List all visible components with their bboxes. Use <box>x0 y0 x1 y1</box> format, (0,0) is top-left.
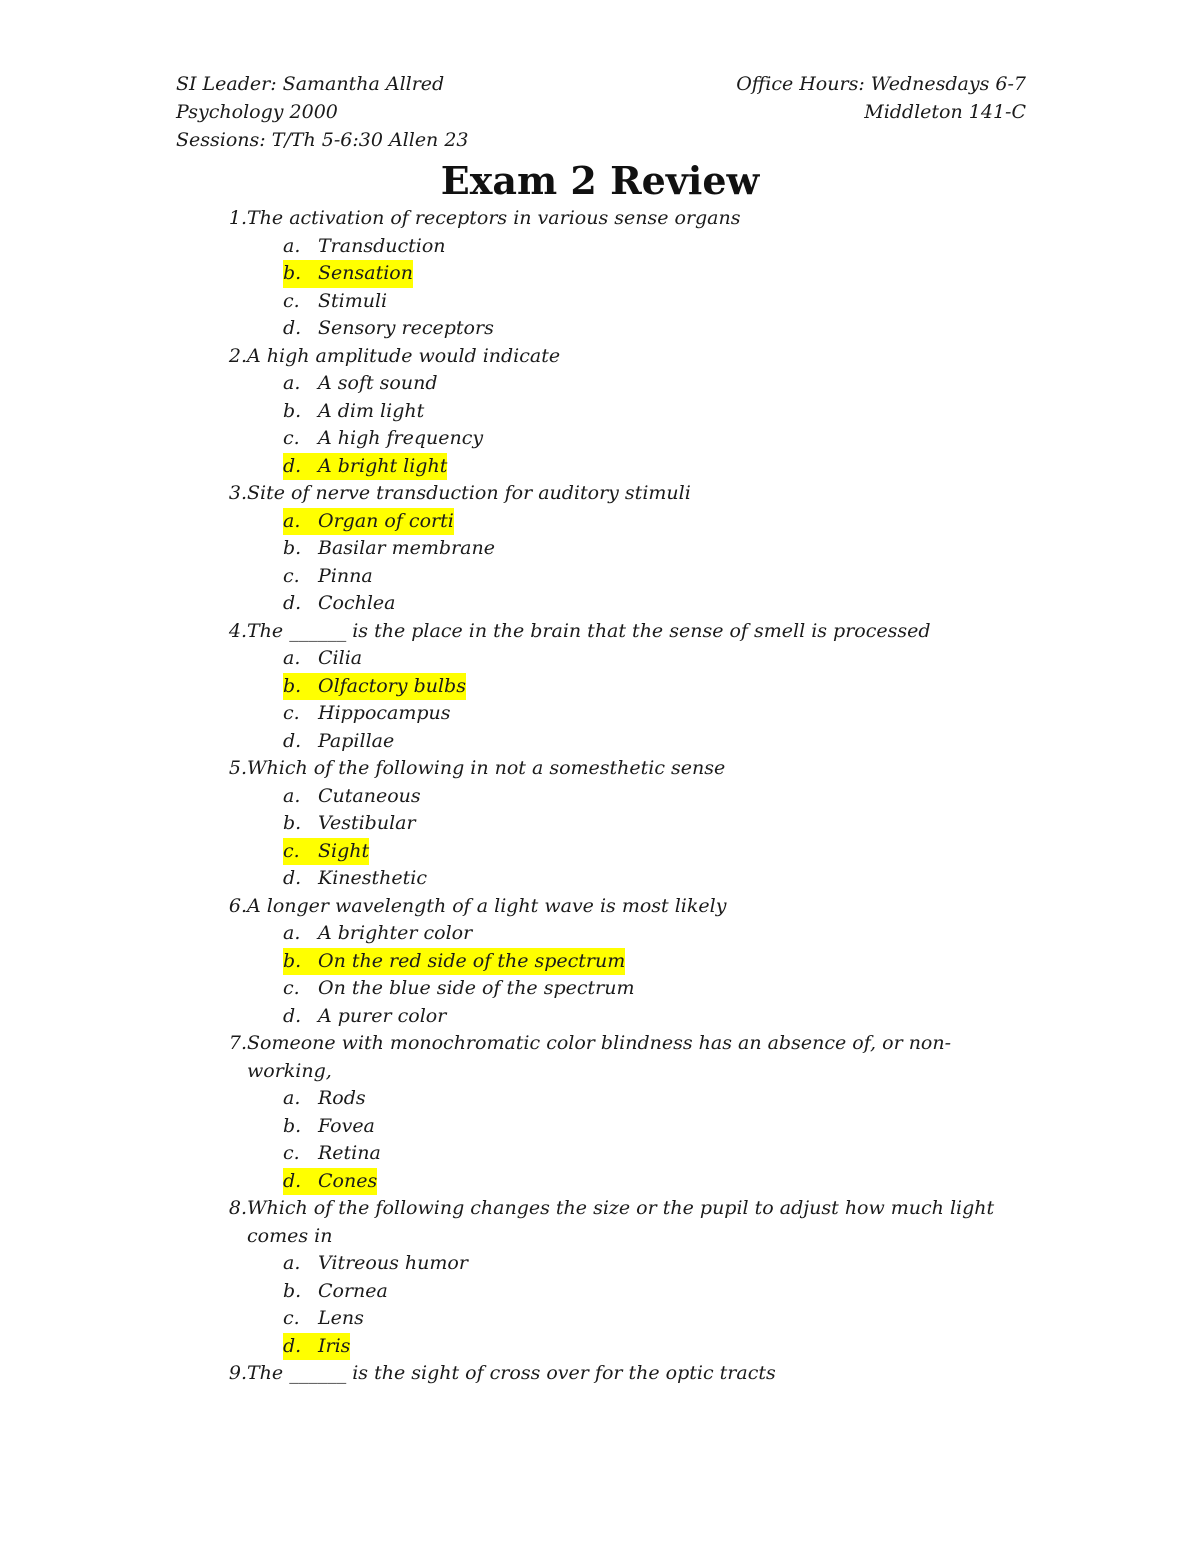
question-text: The ______ is the place in the brain that the sense of smell is processed <box>247 619 931 642</box>
question-number-label: 7. <box>228 1032 247 1054</box>
course-name: Psychology 2000 <box>176 101 338 123</box>
question-text: Someone with monochromatic color blindness has an absence of, or non-working, <box>247 1032 952 1082</box>
option-letter: a. <box>283 922 301 944</box>
option-letter: c. <box>283 427 300 449</box>
question-number-label: 1. <box>228 207 247 229</box>
option-letter: a. <box>283 647 301 669</box>
option-letter: c. <box>283 839 300 862</box>
answer-option <box>176 1305 1016 1333</box>
option-letter: a. <box>283 1252 301 1274</box>
option-letter: d. <box>283 592 302 614</box>
option-text: Iris <box>318 1334 351 1357</box>
option-text: Stimuli <box>318 289 388 312</box>
option-text: Pinna <box>318 564 373 587</box>
question-list <box>176 205 1016 1388</box>
answer-option <box>176 288 1016 316</box>
answer-highlight <box>283 1168 377 1196</box>
question-number <box>176 893 247 921</box>
question-number-label: 6. <box>228 894 247 917</box>
option-letter: a. <box>283 509 301 532</box>
question-number <box>176 755 247 783</box>
option-text: A dim light <box>318 399 425 422</box>
answer-content <box>283 1278 388 1306</box>
answer-content <box>283 783 421 811</box>
answer-option-correct <box>176 508 1016 536</box>
option-text: Cutaneous <box>318 784 421 807</box>
answer-option-correct <box>176 453 1016 481</box>
option-text: A brighter color <box>318 922 473 944</box>
office-location: Middleton 141-C <box>864 101 1026 123</box>
option-text: Sensation <box>318 262 413 284</box>
question-1 <box>176 205 1016 233</box>
answer-option <box>176 783 1016 811</box>
question-text: Which of the following changes the size or the pupil to adjust how much light comes in <box>247 1197 995 1247</box>
question-number <box>176 205 247 233</box>
answer-option <box>176 1003 1016 1031</box>
option-letter: c. <box>283 702 300 724</box>
answer-option <box>176 975 1016 1003</box>
answer-content <box>283 315 494 343</box>
option-text: Vestibular <box>318 812 416 834</box>
answer-option <box>176 645 1016 673</box>
answer-option <box>176 398 1016 426</box>
option-text: Olfactory bulbs <box>318 674 466 697</box>
answer-content <box>283 865 427 893</box>
answer-option-correct <box>176 673 1016 701</box>
page-header <box>176 70 1026 154</box>
question-number-label: 3. <box>228 482 247 504</box>
answer-content <box>283 398 424 426</box>
answer-option-correct <box>176 948 1016 976</box>
question-number <box>176 1360 247 1388</box>
question-text: A high amplitude would indicate <box>247 344 561 367</box>
option-letter: c. <box>283 977 300 999</box>
option-text: Cilia <box>318 647 363 669</box>
option-text: Cones <box>318 1169 378 1192</box>
question-5 <box>176 755 1016 783</box>
answer-option <box>176 920 1016 948</box>
answer-content <box>283 535 495 563</box>
answer-option <box>176 370 1016 398</box>
question-number-label: 5. <box>228 757 247 779</box>
option-text: A bright light <box>318 454 448 477</box>
answer-option <box>176 590 1016 618</box>
answer-option <box>176 1085 1016 1113</box>
answer-content <box>283 810 416 838</box>
option-letter: a. <box>283 784 301 807</box>
answer-content <box>283 590 396 618</box>
answer-option <box>176 563 1016 591</box>
answer-option <box>176 865 1016 893</box>
answer-highlight <box>283 260 413 288</box>
answer-content <box>283 1113 375 1141</box>
option-text: Cornea <box>318 1279 388 1302</box>
question-number-label: 4. <box>228 619 247 642</box>
question-4 <box>176 618 1016 646</box>
option-letter: b. <box>283 949 302 972</box>
question-text: A longer wavelength of a light wave is most likely <box>247 894 727 917</box>
option-text: A purer color <box>318 1004 447 1027</box>
option-text: Sight <box>318 839 370 862</box>
answer-content <box>283 1305 364 1333</box>
question-3 <box>176 480 1016 508</box>
question-number <box>176 343 247 371</box>
answer-highlight <box>283 508 454 536</box>
question-2 <box>176 343 1016 371</box>
option-text: Sensory receptors <box>318 317 494 339</box>
option-text: Hippocampus <box>318 702 451 724</box>
option-text: Rods <box>318 1087 366 1109</box>
answer-highlight <box>283 673 466 701</box>
answer-content <box>283 920 472 948</box>
answer-content <box>283 728 394 756</box>
question-number <box>176 1030 247 1085</box>
question-9 <box>176 1360 1016 1388</box>
answer-content <box>283 645 362 673</box>
answer-content <box>283 1003 446 1031</box>
answer-option <box>176 233 1016 261</box>
answer-content <box>283 1085 366 1113</box>
option-text: Fovea <box>318 1114 375 1137</box>
option-text: On the red side of the spectrum <box>318 949 626 972</box>
answer-option <box>176 700 1016 728</box>
option-letter: b. <box>283 812 302 834</box>
option-letter: d. <box>283 1334 302 1357</box>
option-text: Organ of corti <box>318 509 454 532</box>
option-text: Retina <box>318 1142 381 1164</box>
option-letter: d. <box>283 1169 302 1192</box>
option-letter: c. <box>283 1307 300 1329</box>
option-text: Vitreous humor <box>318 1252 468 1274</box>
answer-option <box>176 728 1016 756</box>
option-text: Cochlea <box>318 592 396 614</box>
option-text: Kinesthetic <box>318 867 427 889</box>
answer-content <box>283 975 634 1003</box>
question-8 <box>176 1195 1016 1250</box>
answer-option <box>176 315 1016 343</box>
option-letter: b. <box>283 1279 302 1302</box>
question-6 <box>176 893 1016 921</box>
answer-option <box>176 425 1016 453</box>
option-text: A soft sound <box>318 372 438 394</box>
answer-option-correct <box>176 838 1016 866</box>
question-number-label: 2. <box>228 344 247 367</box>
answer-content <box>283 288 387 316</box>
option-letter: c. <box>283 289 300 312</box>
option-letter: a. <box>283 234 301 257</box>
question-number-label: 8. <box>228 1197 247 1219</box>
answer-content <box>283 425 483 453</box>
question-number <box>176 1195 247 1250</box>
question-text: The ______ is the sight of cross over for the optic tracts <box>247 1362 776 1384</box>
option-letter: d. <box>283 317 302 339</box>
option-letter: b. <box>283 537 302 559</box>
option-letter: d. <box>283 729 302 752</box>
answer-option-correct <box>176 1333 1016 1361</box>
office-hours: Office Hours: Wednesdays 6-7 <box>736 73 1026 95</box>
option-letter: c. <box>283 564 300 587</box>
option-text: Papillae <box>318 729 395 752</box>
answer-option <box>176 810 1016 838</box>
question-7 <box>176 1030 1016 1085</box>
question-number-label: 9. <box>228 1362 247 1384</box>
answer-highlight <box>283 453 447 481</box>
session-times: Sessions: T/Th 5-6:30 Allen 23 <box>176 129 469 151</box>
answer-content <box>283 1250 468 1278</box>
question-text: The activation of receptors in various sense organs <box>247 207 741 229</box>
option-text: Lens <box>318 1307 364 1329</box>
option-letter: d. <box>283 454 302 477</box>
answer-highlight <box>283 838 369 866</box>
answer-option <box>176 1113 1016 1141</box>
answer-highlight <box>283 948 625 976</box>
answer-highlight <box>283 1333 350 1361</box>
page-title: Exam 2 Review <box>440 158 760 203</box>
answer-option <box>176 1250 1016 1278</box>
option-letter: a. <box>283 372 301 394</box>
answer-option-correct <box>176 260 1016 288</box>
question-number <box>176 480 247 508</box>
answer-content <box>283 370 437 398</box>
option-text: Transduction <box>318 234 446 257</box>
answer-content <box>283 700 451 728</box>
option-letter: b. <box>283 1114 302 1137</box>
question-number <box>176 618 247 646</box>
answer-content <box>283 1140 381 1168</box>
option-letter: a. <box>283 1087 301 1109</box>
option-text: Basilar membrane <box>318 537 495 559</box>
answer-content <box>283 233 446 261</box>
option-letter: b. <box>283 399 302 422</box>
option-text: A high frequency <box>318 427 484 449</box>
option-letter: b. <box>283 674 302 697</box>
answer-option <box>176 1278 1016 1306</box>
question-text: Which of the following in not a somesthetic sense <box>247 757 726 779</box>
answer-option <box>176 535 1016 563</box>
option-letter: c. <box>283 1142 300 1164</box>
answer-content <box>283 563 373 591</box>
option-text: On the blue side of the spectrum <box>318 977 635 999</box>
question-text: Site of nerve transduction for auditory stimuli <box>247 482 691 504</box>
option-letter: b. <box>283 262 302 284</box>
answer-option <box>176 1140 1016 1168</box>
option-letter: d. <box>283 1004 302 1027</box>
answer-option-correct <box>176 1168 1016 1196</box>
si-leader: SI Leader: Samantha Allred <box>176 73 445 95</box>
option-letter: d. <box>283 867 302 889</box>
